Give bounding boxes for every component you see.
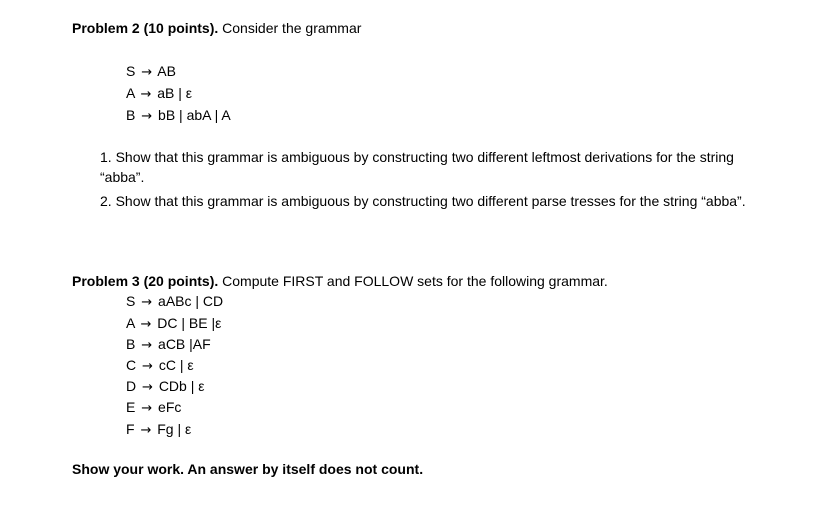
rule-lhs: B <box>126 336 136 352</box>
rule-rhs: DC | BE |ε <box>157 315 222 331</box>
problem3-intro: Compute FIRST and FOLLOW sets for the following grammar. <box>222 273 608 289</box>
rule-rhs: eFc <box>158 399 182 415</box>
grammar-rule <box>126 84 192 104</box>
grammar-rule <box>126 377 204 397</box>
arrow-icon: → <box>142 359 153 374</box>
rule-lhs: S <box>126 63 136 79</box>
rule-lhs: A <box>126 315 135 331</box>
rule-rhs: aCB |AF <box>158 336 211 352</box>
rule-rhs: bB | abA | A <box>158 107 231 123</box>
arrow-icon: → <box>141 338 153 353</box>
rule-rhs: aB | ε <box>157 85 193 101</box>
rule-rhs: aABc | CD <box>158 293 224 309</box>
grammar-rule <box>126 335 211 355</box>
grammar-rule <box>126 314 221 334</box>
grammar-rule <box>126 420 191 440</box>
problem2-heading: Problem 2 (10 points). <box>72 20 219 36</box>
arrow-icon: → <box>141 401 153 416</box>
rule-rhs: CDb | ε <box>158 378 205 394</box>
rule-lhs: E <box>126 399 136 415</box>
footer-note: Show your work. An answer by itself does not count. <box>72 461 424 477</box>
rule-rhs: AB <box>157 63 176 79</box>
rule-rhs: cC | ε <box>158 357 194 373</box>
arrow-icon: → <box>142 380 153 395</box>
arrow-icon: → <box>140 423 152 438</box>
grammar-rule <box>126 356 194 376</box>
rule-lhs: D <box>126 378 137 394</box>
rule-lhs: C <box>126 357 137 373</box>
rule-lhs: A <box>126 85 135 101</box>
arrow-icon: → <box>141 109 153 124</box>
arrow-icon: → <box>141 65 153 80</box>
rule-lhs: S <box>126 293 136 309</box>
problem2-task-2: 2. Show that this grammar is ambiguous by constructing two different parse tresses for the string “abba”. <box>100 193 746 209</box>
grammar-rule <box>126 106 231 126</box>
grammar-rule <box>126 62 176 82</box>
problem2-intro: Consider the grammar <box>222 20 362 36</box>
problem3-title <box>72 272 608 290</box>
problem2-task-1: 1. Show that this grammar is ambiguous by constructing two different leftmost derivations for the string “abba”. <box>100 149 734 185</box>
arrow-icon: → <box>140 317 152 332</box>
grammar-rule <box>126 398 181 418</box>
problem2-title <box>72 19 361 37</box>
arrow-icon: → <box>140 87 152 102</box>
problem3-heading: Problem 3 (20 points). <box>72 273 219 289</box>
rule-lhs: B <box>126 107 136 123</box>
grammar-rule <box>126 292 223 312</box>
rule-rhs: Fg | ε <box>157 421 192 437</box>
arrow-icon: → <box>141 295 153 310</box>
rule-lhs: F <box>126 421 135 437</box>
